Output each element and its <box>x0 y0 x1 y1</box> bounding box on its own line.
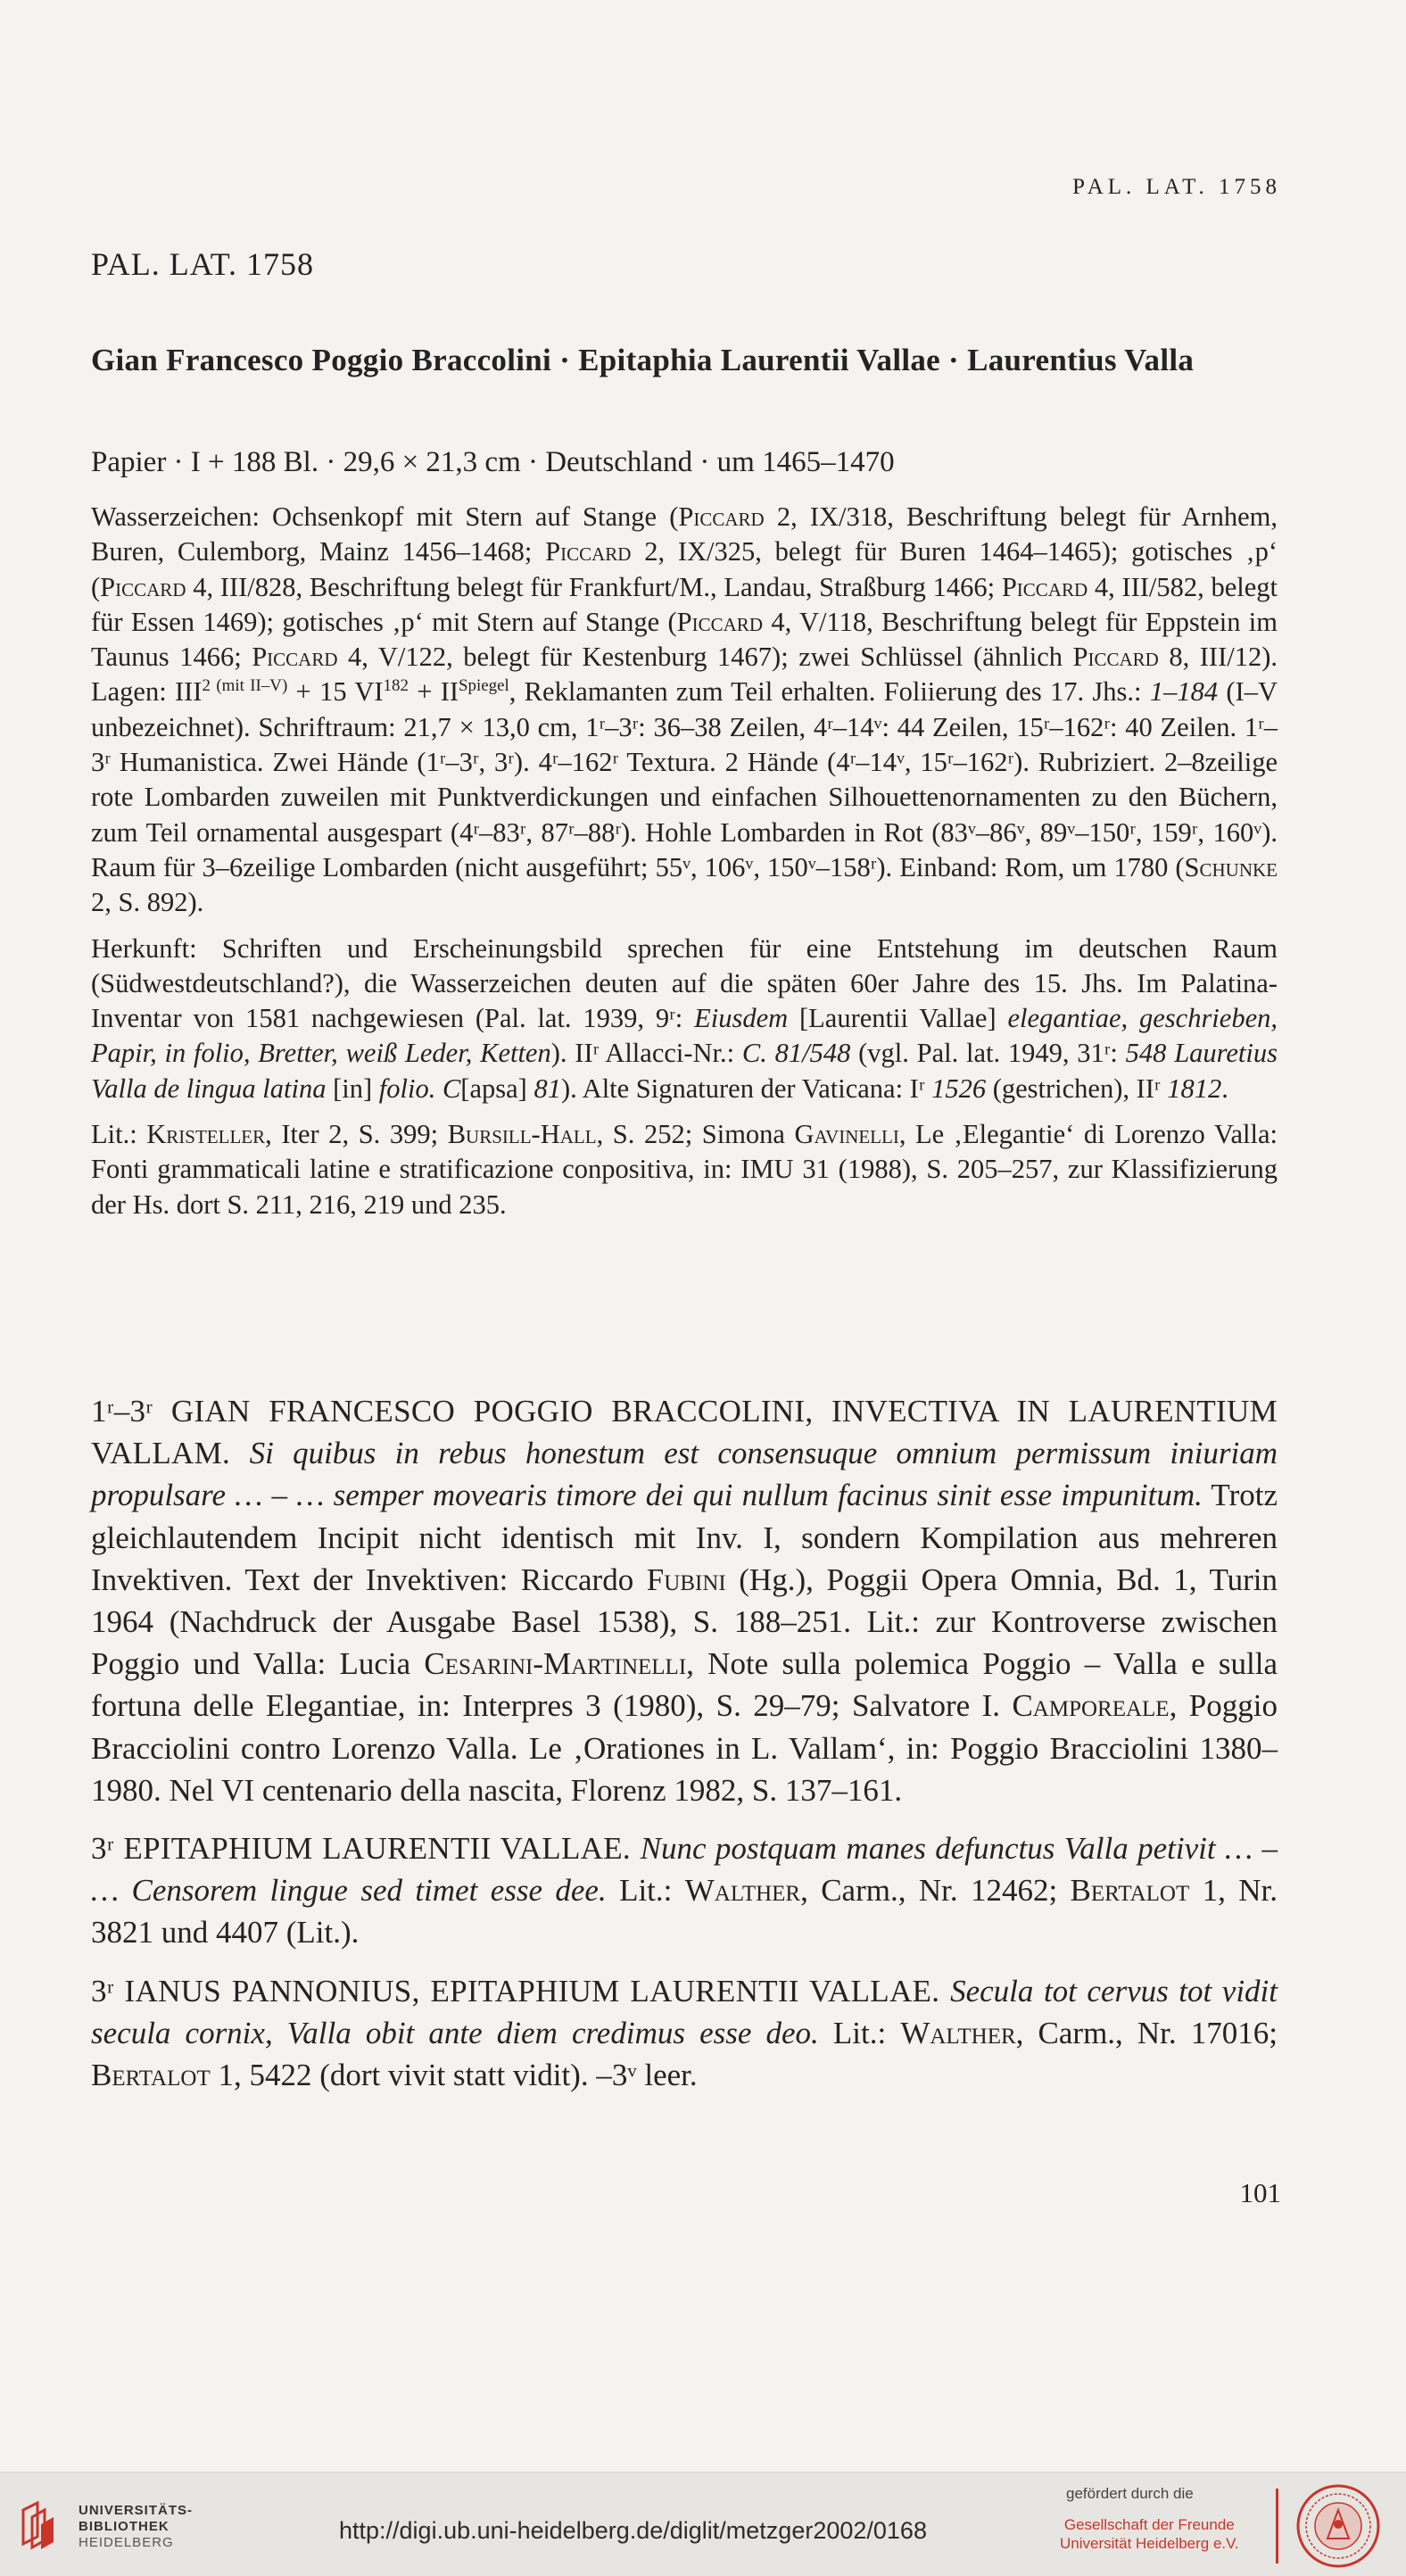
literatur-paragraph: Lit.: Kristeller, Iter 2, S. 399; Bursill-Hall, S. 252; Simona Gavinelli, Le ‚Elegantie‘ di Lorenzo Valla: Fonti grammaticali latine e stratificazione conpositiva, in: IMU 31 (1988), S. 205–257, zur Klassifizierung der Hs. dort S. 211, 216, 219 und 235. <box>91 1119 1278 1220</box>
manuscript-title: Gian Francesco Poggio Braccolini · Epitaphia Laurentii Vallae · Laurentius Valla <box>91 343 1195 377</box>
library-logo-icon[interactable] <box>18 2497 62 2551</box>
sponsor-label: gefördert durch die <box>1066 2485 1194 2502</box>
wasserzeichen-paragraph: Wasserzeichen: Ochsenkopf mit Stern auf Stange (Piccard 2, IX/318, Beschriftung belegt für Arnhem, Buren, Culemborg, Mainz 1456–1468; Piccard 2, IX/325, belegt für Buren 1464–1465); gotisches ‚p‘ (Piccard 4, III/828, Beschriftung belegt für Frankfurt/M., Landau, Straßburg 1466; Piccard 4, III/582, belegt für Essen 1469); gotisches ‚p‘ mit Stern auf Stange (Piccard 4, V/118, Beschriftung belegt für Eppstein im Taunus 1466; Piccard 4, V/122, belegt für Kestenburg 1467); zwei Schlüssel (ähnlich Piccard 8, III/12). Lagen: $III^{2 (mit II-V)} + 15$ $VI^{182} + II^{Spiegel}$, Reklamanten zum Teil erhalten. Foliierung des 17. Jhs.: 1–184 (I–V unbezeichnet). Schriftraum: 21,7 × 13,0 cm, 1ʳ–3ʳ: 36–38 Zeilen, 4ʳ–14ᵛ: 44 Zeilen, 15ʳ–162ʳ: 40 Zeilen. 1ʳ–3ʳ Humanistica. Zwei Hände (1ʳ–3ʳ, 3ʳ). 4ʳ–162ʳ Textura. 2 Hände (4ʳ–14ᵛ, 15ʳ–162ʳ). Rubriziert. 2–8zeilige rote Lombarden zuweilen mit Punktverdickungen und einfachen Silhouettenornamenten zu den Büchern, zum Teil ornamental ausgespart (4ʳ–83ʳ, 87ʳ–88ʳ). Hohle Lombarden in Rot (83ᵛ–86ᵛ, 89ᵛ–150ʳ, 159ʳ, 160ᵛ). Raum für 3–6zeilige Lombarden (nicht ausgeführt; 55ᵛ, 106ᵛ, 150ᵛ–158ʳ). Einband: Rom, um 1780 (Schunke 2, S. 892). <box>91 501 1278 918</box>
library-name[interactable]: UNIVERSITÄTS- BIBLIOTHEK HEIDELBERG <box>79 2503 194 2550</box>
permalink-url[interactable]: http://digi.ub.uni-heidelberg.de/diglit/metzger2002/0168 <box>339 2517 927 2544</box>
running-head: PAL. LAT. 1758 <box>1072 175 1281 199</box>
herkunft-paragraph: Herkunft: Schriften und Erscheinungsbild sprechen für eine Entstehung im deutschen Raum (Südwestdeutschland?), die Wasserzeichen deuten auf die späten 60er Jahre des 15. Jhs. Im Palatina-Inventar von 1581 nachgewiesen (Pal. lat. 1939, 9ʳ: Eiusdem [Laurentii Vallae] elegantiae, geschrieben, Papir, in folio, Bretter, weiß Leder, Ketten). IIʳ Allacci-Nr.: C. 81/548 (vgl. Pal. lat. 1949, 31ʳ: 548 Lauretius Valla de lingua latina [in] folio. C[apsa] 81). Alte Signaturen der Vaticana: Iʳ 1526 (gestrichen), IIʳ 1812. <box>91 932 1278 1104</box>
entry-epitaphium-1: 3ʳ EPITAPHIUM LAURENTII VALLAE. Nunc postquam manes defunctus Valla petivit … – … Censorem lingue sed timet esse dee. Lit.: Walther, Carm., Nr. 12462; Bertalot 1, Nr. 3821 und 4407 (Lit.). <box>91 1831 1278 1951</box>
shelfmark-heading: PAL. LAT. 1758 <box>91 246 315 282</box>
entry-invectiva: 1ʳ–3ʳ GIAN FRANCESCO POGGIO BRACCOLINI, INVECTIVA IN LAURENTIUM VALLAM. Si quibus in rebus honestum est consensuque omnium permissum iniuriam propulsare … – … semper movearis timore dei qui nullum facinus sinit esse impunitum. Trotz gleichlautendem Incipit nicht identisch mit Inv. I, sondern Kompilation aus mehreren Invektiven. Text der Invektiven: Riccardo Fubini (Hg.), Poggii Opera Omnia, Bd. 1, Turin 1964 (Nachdruck der Ausgabe Basel 1538), S. 188–251. Lit.: zur Kontroverse zwischen Poggio und Valla: Lucia Cesarini-Martinelli, Note sulla polemica Poggio – Valla e sulla fortuna delle Elegantiae, in: Interpres 3 (1980), S. 29–79; Salvatore I. Camporeale, Poggio Bracciolini contro Lorenzo Valla. Le ‚Orationes in L. Vallam‘, in: Poggio Bracciolini 1380–1980. Nel VI centenario della nascita, Florenz 1982, S. 137–161. <box>91 1394 1278 1808</box>
sponsor-divider <box>1276 2489 1278 2564</box>
contents-entries <box>91 1390 1278 2112</box>
entry-epitaphium-2: 3ʳ IANUS PANNONIUS, EPITAPHIUM LAURENTII VALLAE. Secula tot cervus tot vidit secula cornix, Valla obit ante diem credimus esse deo. Lit.: Walther, Carm., Nr. 17016; Bertalot 1, 5422 (dort vivit statt vidit). –3ᵛ leer. <box>91 1973 1278 2093</box>
page-number: 101 <box>1239 2177 1281 2208</box>
university-seal-icon <box>1295 2483 1381 2569</box>
digitization-footer <box>0 2472 1406 2576</box>
codicological-description <box>91 500 1278 1233</box>
sponsor-link[interactable]: Gesellschaft der Freunde Universität Heidelberg e.V. <box>1060 2516 1239 2552</box>
physical-description: Papier · I + 188 Bl. · 29,6 × 21,3 cm · Deutschland · um 1465–1470 <box>91 446 895 478</box>
